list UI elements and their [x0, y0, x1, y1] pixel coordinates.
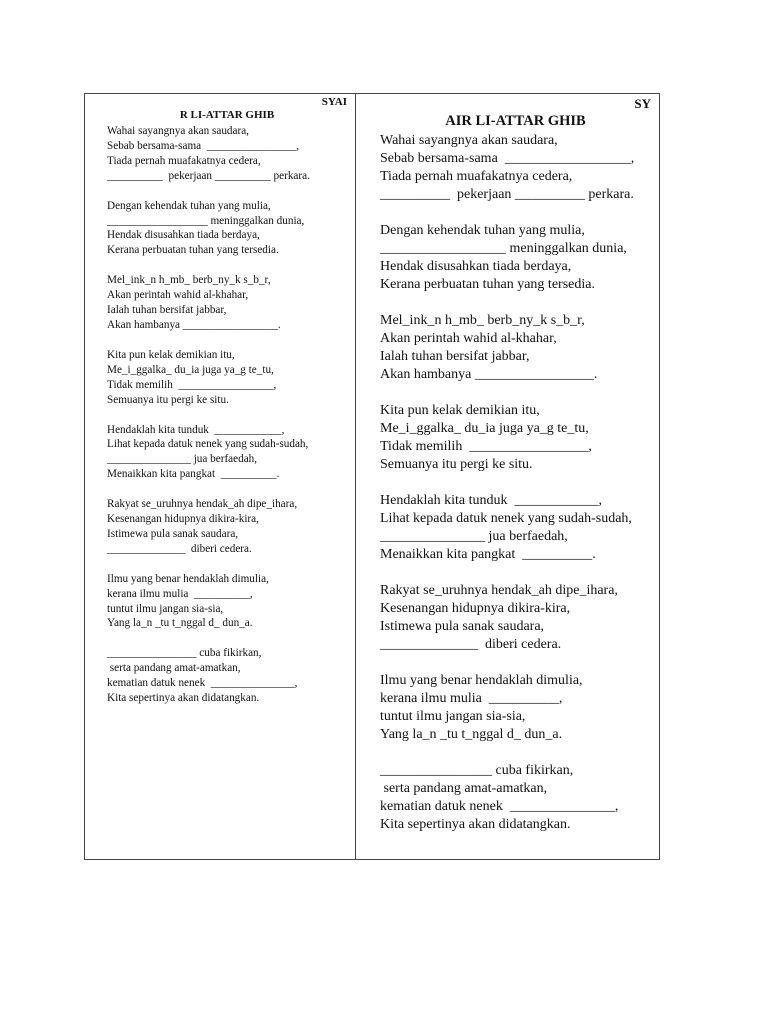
- poem-line: Kita pun kelak demikian itu,: [380, 403, 540, 418]
- poem-line: Lihat kepada datuk nenek yang sudah-sudah,: [107, 438, 309, 451]
- poem-line: Rakyat se_uruhnya hendak_ah dipe_ihara,: [380, 583, 618, 598]
- poem-line: tuntut ilmu jangan sia-sia,: [107, 602, 224, 615]
- left-stanzas: [107, 124, 347, 706]
- poem-line: tuntut ilmu jangan sia-sia,: [380, 709, 526, 724]
- poem-line: serta pandang amat-amatkan,: [107, 662, 241, 675]
- poem-line: Akan hambanya _________________.: [380, 367, 598, 382]
- left-stanza: [107, 199, 347, 259]
- poem-line: Semuanya itu pergi ke situ.: [380, 457, 533, 472]
- right-stanza: [380, 672, 651, 744]
- left-column: [85, 94, 355, 721]
- poem-line: Istimewa pula sanak saudara,: [107, 527, 239, 540]
- poem-line: Semuanya itu pergi ke situ.: [107, 393, 229, 406]
- right-stanza: [380, 312, 651, 384]
- right-stanzas: [380, 132, 651, 834]
- poem-line: Tidak memilih _________________,: [380, 439, 592, 454]
- poem-line: ______________ diberi cedera.: [380, 637, 562, 652]
- left-stanza: [107, 572, 347, 632]
- poem-line: Dengan kehendak tuhan yang mulia,: [380, 223, 585, 238]
- poem-line: Hendaklah kita tunduk ____________,: [107, 423, 285, 436]
- poem-line: Akan perintah wahid al-khahar,: [380, 331, 557, 346]
- poem-line: kematian datuk nenek _______________,: [107, 677, 298, 690]
- poem-line: Tiada pernah muafakatnya cedera,: [107, 154, 261, 167]
- poem-line: Kita pun kelak demikian itu,: [107, 348, 235, 361]
- left-stanza: [107, 497, 347, 557]
- right-stanza: [380, 582, 651, 654]
- worksheet-table: [84, 93, 660, 860]
- poem-line: Mel_ink_n h_mb_ berb_ny_k s_b_r,: [107, 274, 271, 287]
- poem-line: __________________ meninggalkan dunia,: [380, 241, 627, 256]
- poem-line: Akan hambanya _________________.: [107, 318, 281, 331]
- right-stanza: [380, 132, 651, 204]
- poem-line: Me_i_ggalka_ du_ia juga ya_g te_tu,: [107, 363, 274, 376]
- poem-line: Ilmu yang benar hendaklah dimulia,: [107, 572, 269, 585]
- poem-line: Hendaklah kita tunduk ____________,: [380, 493, 603, 508]
- left-code-label: SYAI: [321, 96, 347, 108]
- poem-line: Rakyat se_uruhnya hendak_ah dipe_ihara,: [107, 498, 298, 511]
- right-stanza: [380, 762, 651, 834]
- poem-line: Akan perintah wahid al-khahar,: [107, 289, 249, 302]
- poem-line: Ilmu yang benar hendaklah dimulia,: [380, 673, 583, 688]
- poem-line: Hendak disusahkan tiada berdaya,: [107, 229, 260, 242]
- right-stanza: [380, 492, 651, 564]
- right-poem-title: AIR LI-ATTAR GHIB: [445, 113, 586, 129]
- poem-line: Hendak disusahkan tiada berdaya,: [380, 259, 572, 274]
- left-stanza: [107, 646, 347, 706]
- right-column: [356, 94, 661, 852]
- poem-line: Tidak memilih _________________,: [107, 378, 277, 391]
- poem-line: _______________ jua berfaedah,: [380, 529, 568, 544]
- poem-line: ________________ cuba fikirkan,: [380, 763, 574, 778]
- poem-line: Tiada pernah muafakatnya cedera,: [380, 169, 573, 184]
- right-stanza: [380, 402, 651, 474]
- poem-line: kerana ilmu mulia __________,: [107, 587, 253, 600]
- poem-line: Kita sepertinya akan didatangkan.: [107, 692, 260, 705]
- right-code-label: SY: [634, 96, 651, 111]
- poem-line: Ialah tuhan bersifat jabbar,: [380, 349, 530, 364]
- left-stanza: [107, 423, 347, 483]
- poem-line: __________________ meninggalkan dunia,: [107, 214, 305, 227]
- poem-line: __________ pekerjaan __________ perkara.: [107, 169, 310, 182]
- right-stanza: [380, 222, 651, 294]
- poem-line: Kerana perbuatan tuhan yang tersedia.: [107, 244, 279, 257]
- poem-line: Sebab bersama-sama ________________,: [107, 139, 300, 152]
- poem-line: Kita sepertinya akan didatangkan.: [380, 817, 571, 832]
- poem-line: kematian datuk nenek _______________,: [380, 799, 619, 814]
- poem-line: Me_i_ggalka_ du_ia juga ya_g te_tu,: [380, 421, 589, 436]
- poem-line: kerana ilmu mulia __________,: [380, 691, 563, 706]
- left-stanza: [107, 124, 347, 184]
- poem-line: Menaikkan kita pangkat __________.: [107, 468, 280, 481]
- poem-line: Wahai sayangnya akan saudara,: [380, 133, 558, 148]
- poem-line: Kerana perbuatan tuhan yang tersedia.: [380, 277, 595, 292]
- poem-line: ________________ cuba fikirkan,: [107, 647, 262, 660]
- poem-line: Istimewa pula sanak saudara,: [380, 619, 545, 634]
- poem-line: serta pandang amat-amatkan,: [380, 781, 548, 796]
- poem-line: __________ pekerjaan __________ perkara.: [380, 187, 634, 202]
- poem-line: ______________ diberi cedera.: [107, 542, 252, 555]
- poem-line: Lihat kepada datuk nenek yang sudah-sudah,: [380, 511, 632, 526]
- poem-line: Dengan kehendak tuhan yang mulia,: [107, 199, 271, 212]
- poem-line: Yang la_n _tu t_nggal d_ dun_a.: [107, 617, 253, 630]
- poem-line: Wahai sayangnya akan saudara,: [107, 125, 249, 137]
- left-stanza: [107, 348, 347, 408]
- poem-line: Sebab bersama-sama __________________,: [380, 151, 635, 166]
- poem-line: Kesenangan hidupnya dikira-kira,: [380, 601, 571, 616]
- left-poem-title: R LI-ATTAR GHIB: [179, 109, 275, 121]
- poem-line: Yang la_n _tu t_nggal d_ dun_a.: [380, 727, 563, 742]
- poem-line: _______________ jua berfaedah,: [107, 453, 258, 466]
- poem-line: Menaikkan kita pangkat __________.: [380, 547, 596, 562]
- poem-line: Kesenangan hidupnya dikira-kira,: [107, 513, 259, 526]
- poem-line: Mel_ink_n h_mb_ berb_ny_k s_b_r,: [380, 313, 585, 328]
- poem-line: Ialah tuhan bersifat jabbar,: [107, 304, 227, 317]
- left-stanza: [107, 273, 347, 333]
